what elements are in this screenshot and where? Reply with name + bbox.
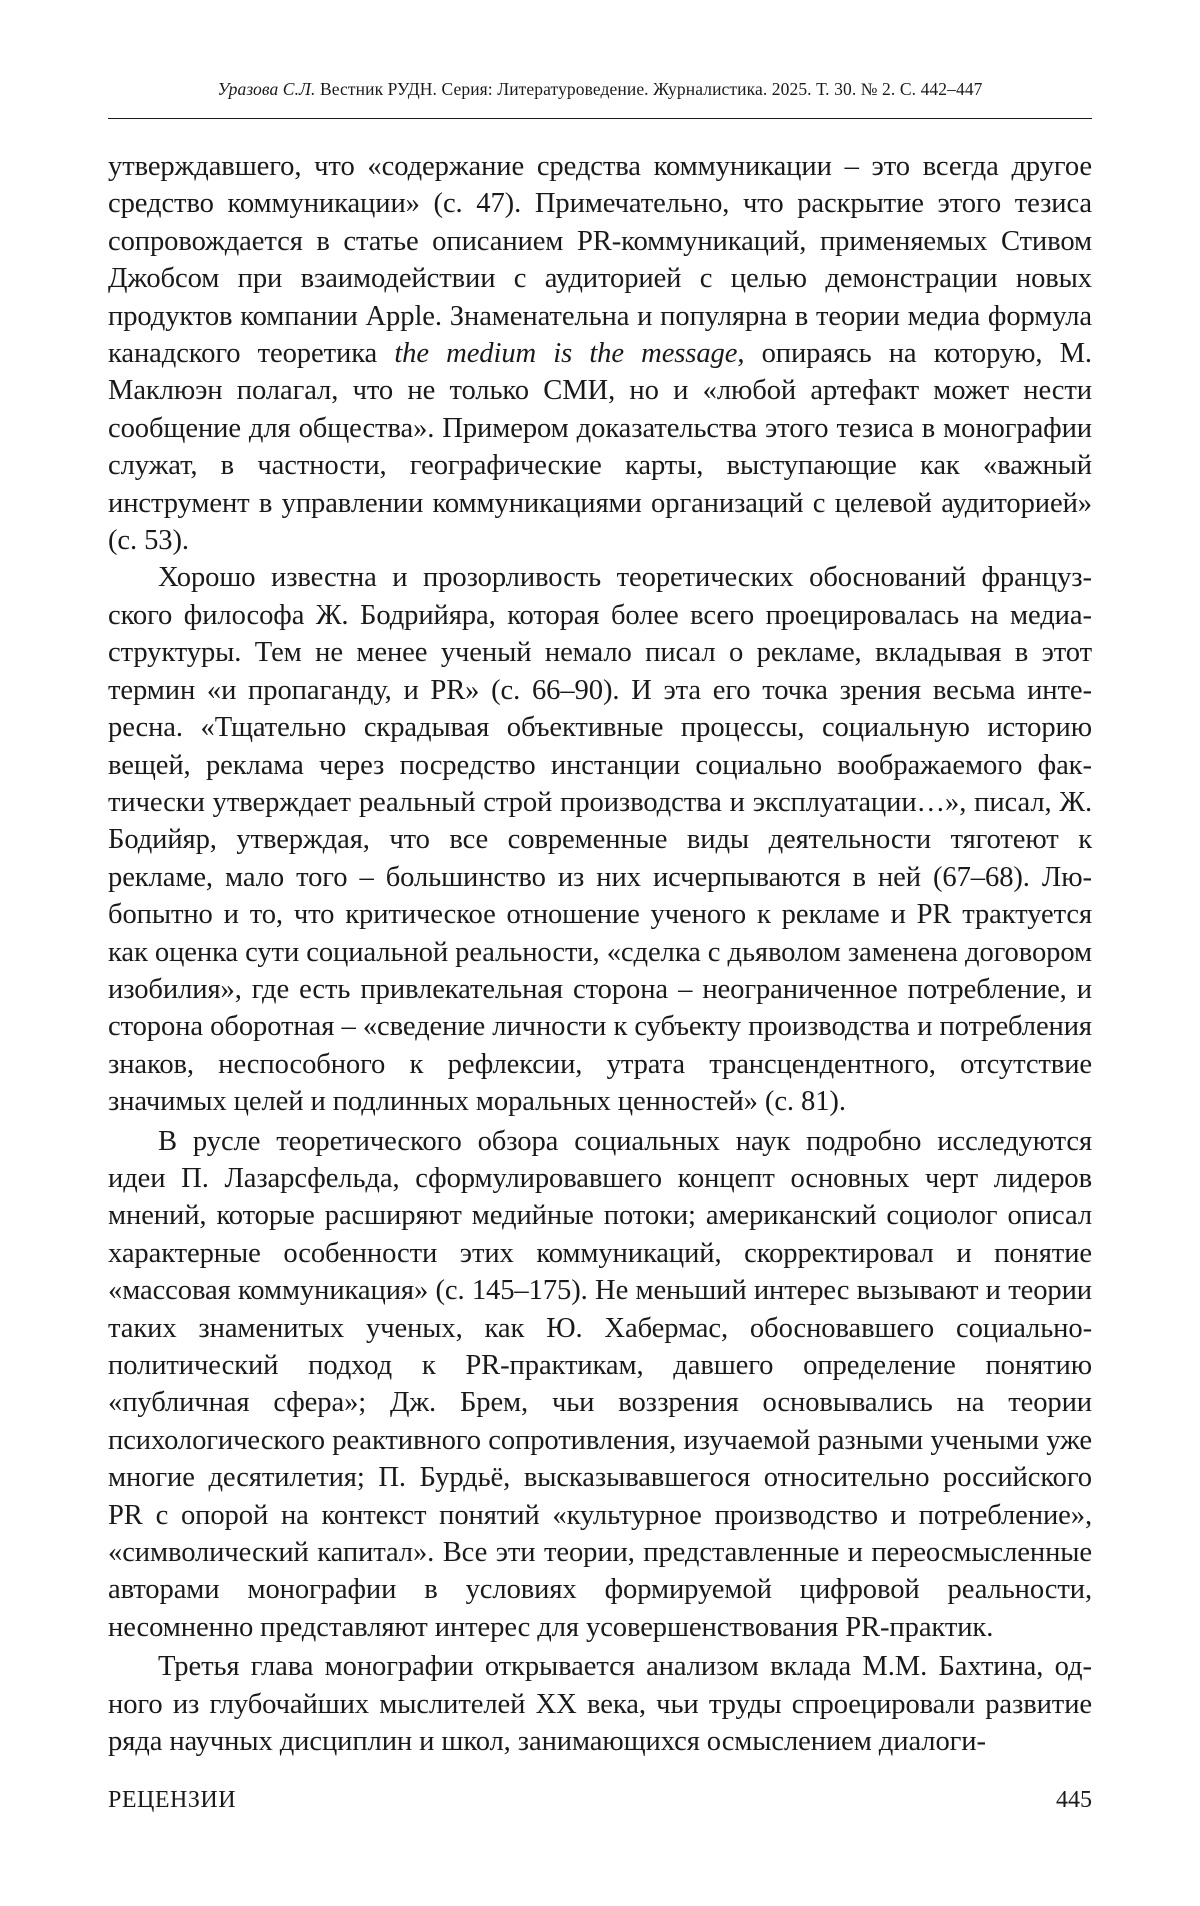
paragraph-2: Хорошо известна и прозорливость теоретических обоснований французского философа Ж. Бодрийяра, которая более всего проецировалась на медиаструктуры. Тем не менее ученый немало писал о рекламе, вкладывая в этот термин «и пропаганду, и PR» (с. 66–90). И эта его точка зрения весьма интересна. «Тщательно скрадывая объективные процессы, социальную историю вещей, реклама через посредство инстанции социально воображаемого фактически утверждает реальный строй производства и эксплуатации…», писал, Ж. Бодийяр, утверждая, что все современные виды деятельности тяготеют к рекламе, мало того – большинство из них исчерпываются в ней (67–68). Любопытно и то, что критическое отношение ученого к рекламе и PR трактуется как оценка сути социальной реальности, «сделка с дьяволом заменена договором изобилия», где есть привлекательная сторона – неограниченное потребление, и сторона оборотная – «сведение личности к субъекту производства и потребления знаков, неспособного к рефлексии, утрата трансцендентного, отсутствие значимых целей и подлинных моральных ценностей» (с. 81). (108, 562, 1092, 1118)
paragraph-1-part-1: утверждавшего, что «содержание средства коммуникации – это всегда другое средство коммуникации» (с. 47). Примечательно, что раскрытие этого тезиса сопровождается в статье описанием PR-коммуникаций, применяемых Стивом Джобсом при взаимодействии с аудиторией с целью демонстрации новых продуктов компании Apple. Знаменательна и популярна в теории медиа формула канадского теоретика (108, 151, 1092, 370)
running-header (108, 78, 1092, 100)
paragraph-1-italic-phrase: the medium is the message (394, 338, 738, 370)
header-author: Уразова С.Л. (217, 79, 316, 99)
article-body (108, 148, 1092, 1760)
page-number: 445 (1056, 1787, 1092, 1813)
footer-section-title: РЕЦЕНЗИИ (108, 1787, 237, 1813)
paragraph-1 (108, 148, 1092, 559)
header-divider (108, 118, 1092, 119)
paragraph-3: В русле теоретического обзора социальных наук подробно исследуются идеи П. Лазарсфельда, сформулировавшего концепт основных черт лидеров мнений, которые расширяют медийные потоки; американский социолог описал характерные особенности этих коммуникаций, скорректировал и понятие «массовая коммуникация» (с. 145–175). Не меньший интерес вызывают и теории таких знаменитых ученых, как Ю. Хабермас, обосновавшего социально- политический подход к PR-практикам, давшего определение понятию «публичная сфера»; Дж. Брем, чьи воззрения основывались на теории психологического реактивного сопротивления, изучаемой разными учеными уже многие десятилетия; П. Бурдьё, высказывавшегося относительно российского PR с опорой на контекст понятий «культурное производство и потребление», «символический капитал». Все эти теории, представленные и переосмысленные авторами монографии в условиях формируемой цифровой реальности, несомненно представляют интерес для усовершенствования PR-практик. (108, 1125, 1092, 1643)
paragraph-4: Третья глава монографии открывается анализом вклада М.М. Бахтина, одного из глубочайших мыслителей XX века, чьи труды спроецировали развитие ряда научных дисциплин и школ, занимающихся осмыслением диалоги- (108, 1651, 1092, 1758)
header-citation: Вестник РУДН. Серия: Литературоведение. Журналистика. 2025. Т. 30. № 2. С. 442–447 (315, 79, 983, 99)
paragraph-1-part-2: , опираясь на которую, М. Маклюэн полагал, что не только СМИ, но и «любой артефакт может нести сообщение для общества». Примером доказательства этого тезиса в монографии служат, в частности, географические карты, выступающие как «важный инструмент в управлении коммуникациями организаций с целевой аудиторией» (с. 53). (108, 338, 1092, 557)
